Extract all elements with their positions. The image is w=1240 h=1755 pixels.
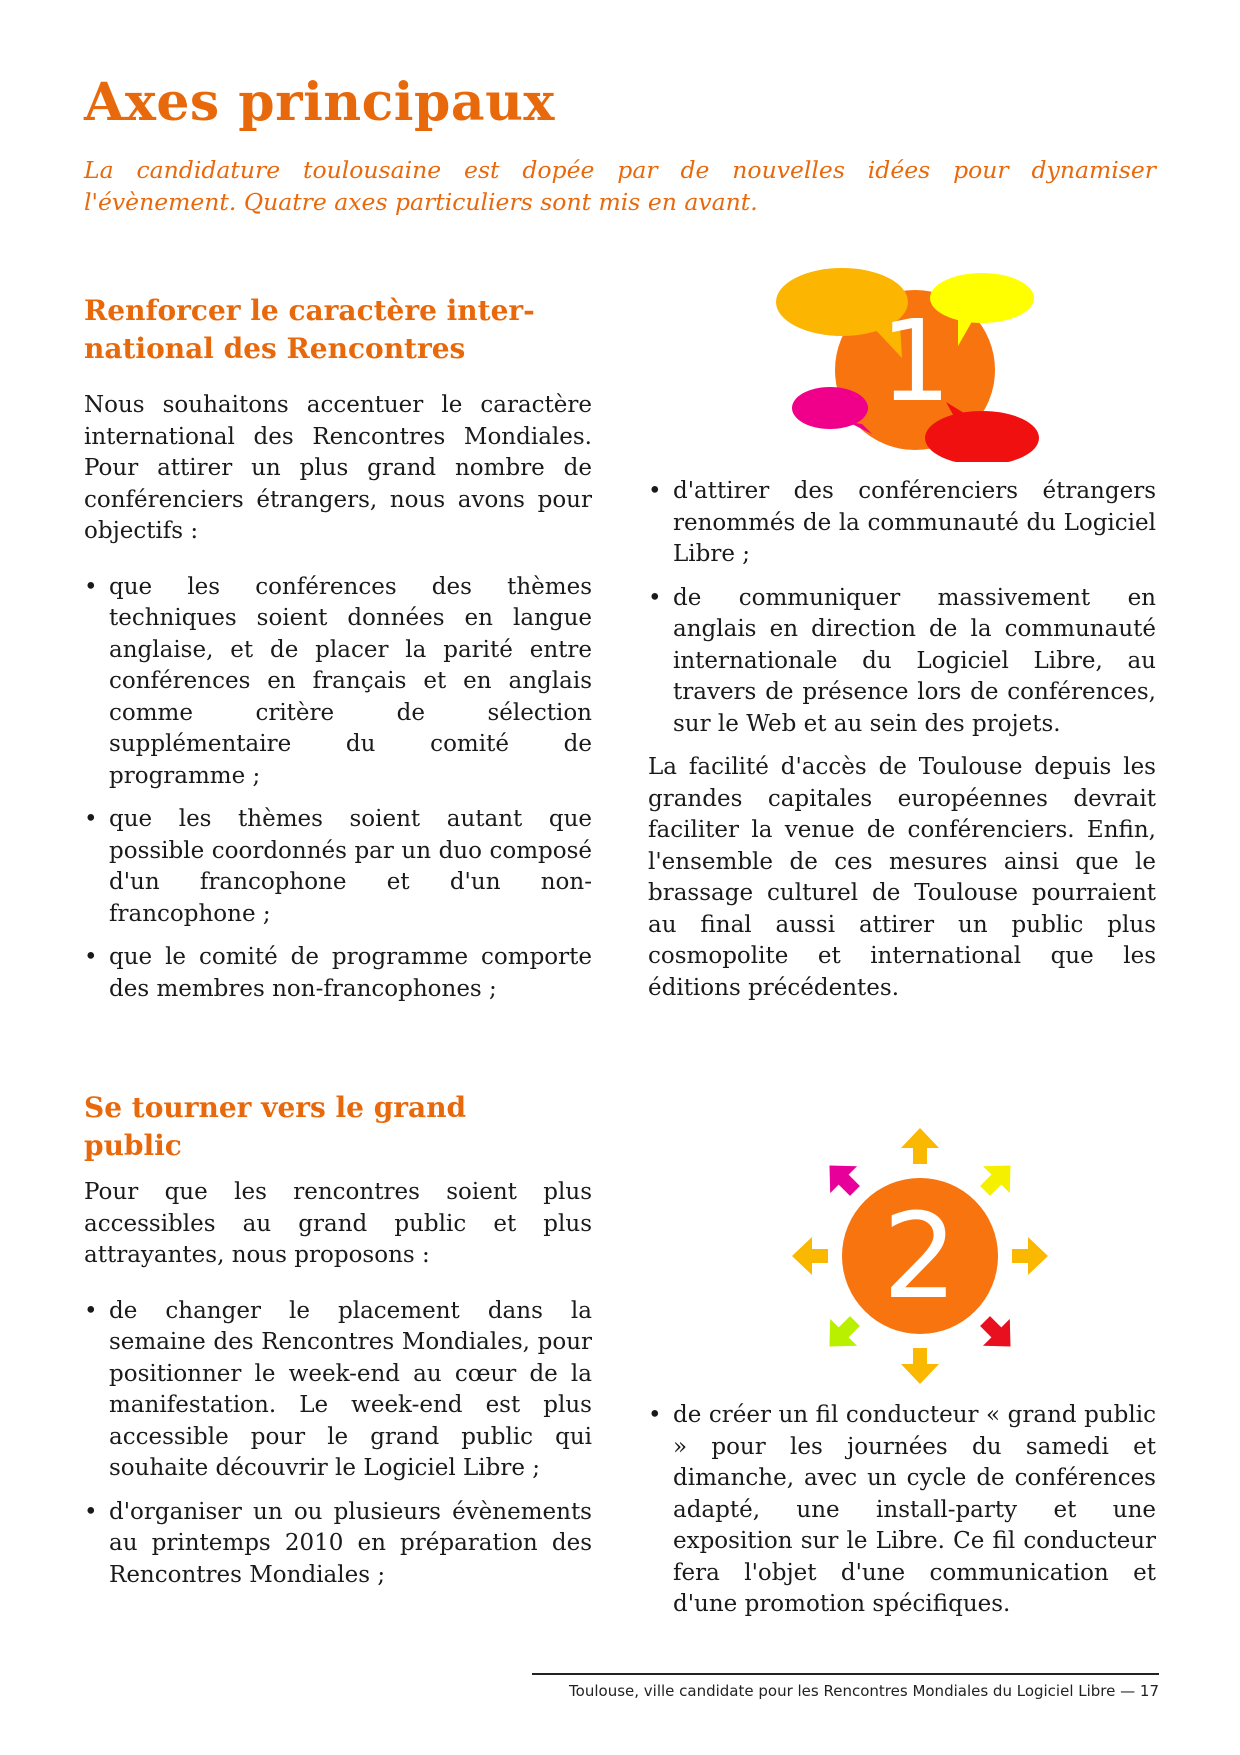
section1-paragraph: Nous souhaitons accentuer le caractère international des Rencontres Mondiales. Pour attirer un plus grand nombre de conférenciers étrangers, nous avons pour objectifs : bbox=[84, 392, 592, 544]
section2-right-bullets bbox=[648, 1400, 1156, 1621]
section1-left-bullets bbox=[84, 572, 592, 1006]
section2-heading: Se tourner vers le grand public bbox=[84, 1091, 467, 1162]
page-title: Axes principaux bbox=[84, 72, 555, 133]
speech-bubbles-icon bbox=[760, 262, 1040, 462]
list-item: • que les thèmes soient autant que possible coordonnés par un duo composé d'un francophone et d'un non-francophone ; bbox=[84, 804, 592, 930]
footer-divider bbox=[532, 1673, 1159, 1675]
section2-right-column bbox=[648, 1400, 1156, 1633]
list-item: • d'organiser un ou plusieurs évènements au printemps 2010 en préparation des Rencontres Mondiales ; bbox=[84, 1497, 592, 1592]
list-item: • de communiquer massivement en anglais en direction de la communauté internationale du Logiciel Libre, au travers de présence lors de conférences, sur le Web et au sein des projets. bbox=[648, 583, 1156, 741]
list-item: • que le comité de programme comporte des membres non-francophones ; bbox=[84, 942, 592, 1005]
footer-text: Toulouse, ville candidate pour les Rencontres Mondiales du Logiciel Libre — 17 bbox=[569, 1682, 1159, 1700]
section1-number: 1 bbox=[880, 297, 952, 427]
section1-right-column bbox=[648, 476, 1156, 1004]
section2-left-bullets bbox=[84, 1296, 592, 1592]
section1-left-column bbox=[84, 292, 592, 1017]
radiating-arrows-icon bbox=[790, 1126, 1050, 1386]
list-item: • que les conférences des thèmes techniques soient données en langue anglaise, et de placer la parité entre conférences en français et en anglais comme critère de sélection supplémentaire du comité de programme ; bbox=[84, 572, 592, 793]
list-item: • de changer le placement dans la semaine des Rencontres Mondiales, pour positionner le week-end au cœur de la manifestation. Le week-end est plus accessible pour le grand public qui souhaite découvrir le Logiciel Libre ; bbox=[84, 1296, 592, 1485]
section1-heading: Renforcer le caractère inter- national des Rencontres bbox=[84, 294, 535, 365]
section2-number: 2 bbox=[882, 1187, 958, 1325]
intro-text: La candidature toulousaine est dopée par de nouvelles idées pour dynamiser l'évènement. Quatre axes particuliers sont mis en avant. bbox=[84, 156, 1156, 216]
section2-paragraph: Pour que les rencontres soient plus accessibles au grand public et plus attrayantes, nous proposons : bbox=[84, 1179, 592, 1268]
section1-right-bullets bbox=[648, 476, 1156, 740]
list-item: • de créer un fil conducteur « grand public » pour les journées du samedi et dimanche, avec un cycle de conférences adapté, une install-party et une exposition sur le Libre. Ce fil conducteur fera l'objet d'une communication et d'une promotion spécifiques. bbox=[648, 1400, 1156, 1621]
section2-left-column bbox=[84, 1089, 592, 1603]
list-item: • d'attirer des conférenciers étrangers renommés de la communauté du Logiciel Libre ; bbox=[648, 476, 1156, 571]
section1-closing-paragraph: La facilité d'accès de Toulouse depuis les grandes capitales européennes devrait faciliter la venue de conférenciers. Enfin, l'ensemble de ces mesures ainsi que le brassage culturel de Toulouse pourraient au final aussi attirer un public plus cosmopolite et international que les éditions précédentes. bbox=[648, 754, 1156, 1001]
